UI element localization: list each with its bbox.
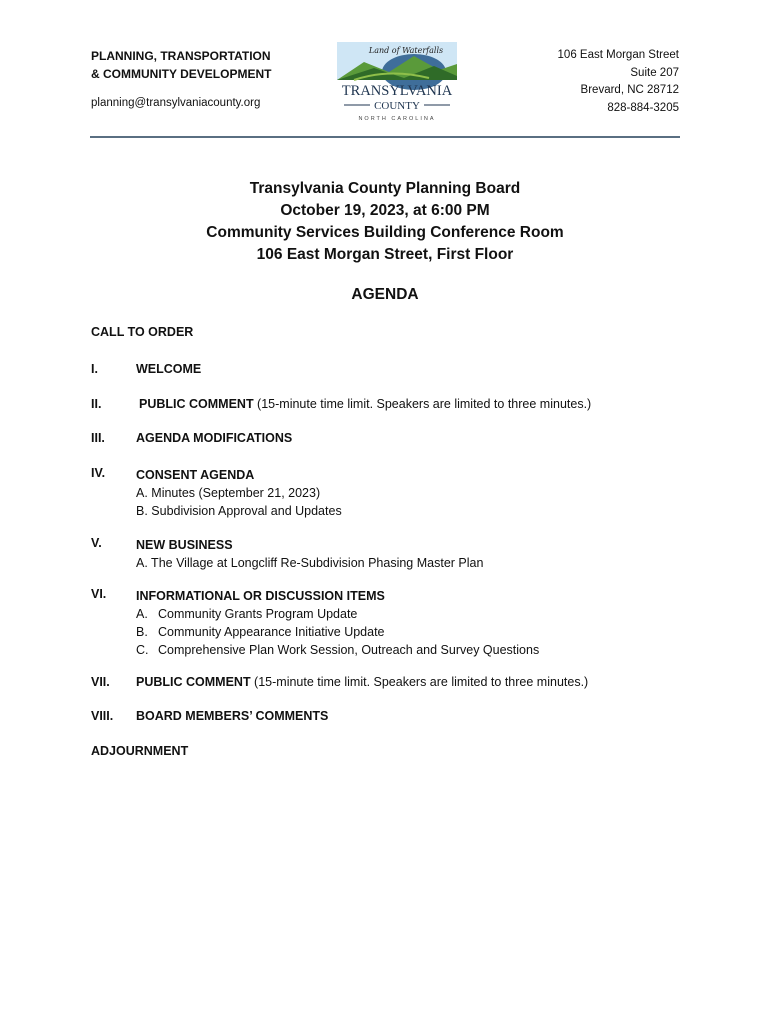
logo-tagline: Land of Waterfalls (368, 46, 444, 55)
landscape-logo-icon (334, 42, 460, 122)
item-note: (15-minute time limit. Speakers are limited to three minutes.) (253, 397, 592, 411)
call-to-order: CALL TO ORDER (91, 325, 194, 339)
item-number: VI. (91, 587, 107, 601)
sub-item: A. Community Grants Program Update (136, 607, 358, 621)
item-title: PUBLIC COMMENT (136, 675, 251, 689)
department-address (558, 47, 679, 117)
item-number: VII. (91, 675, 110, 689)
county-logo (334, 42, 460, 122)
item-title: CONSENT AGENDA (136, 468, 255, 482)
sub-item: C. Comprehensive Plan Work Session, Outreach and Survey Questions (136, 643, 540, 657)
sub-item: A. The Village at Longcliff Re-Subdivision Phasing Master Plan (136, 556, 484, 570)
department-line-2: & COMMUNITY DEVELOPMENT (91, 67, 272, 81)
address-line-2: Suite 207 (630, 66, 679, 79)
header-divider (90, 136, 680, 138)
item-number: VIII. (91, 709, 114, 723)
item-title: BOARD MEMBERS’ COMMENTS (136, 709, 329, 723)
sub-item: B. Subdivision Approval and Updates (136, 504, 342, 518)
logo-state: NORTH CAROLINA (358, 116, 436, 122)
agenda-heading: AGENDA (351, 286, 419, 303)
phone-number: 828-884-3205 (607, 101, 679, 114)
logo-county: COUNTY (374, 100, 420, 112)
sub-item: A. Minutes (September 21, 2023) (136, 486, 321, 500)
item-title: NEW BUSINESS (136, 538, 233, 552)
meeting-room: Community Services Building Conference Room (206, 224, 564, 241)
item-number: II. (91, 397, 102, 411)
item-number: III. (91, 431, 105, 445)
item-title: INFORMATIONAL OR DISCUSSION ITEMS (136, 589, 385, 603)
item-number: V. (91, 536, 102, 550)
address-line-3: Brevard, NC 28712 (580, 84, 679, 96)
department-name (91, 47, 271, 83)
item-title: WELCOME (136, 362, 202, 376)
sub-item: B. Community Appearance Initiative Update (136, 625, 385, 639)
meeting-info (0, 178, 770, 266)
meeting-date-time: October 19, 2023, at 6:00 PM (280, 202, 490, 219)
item-title: AGENDA MODIFICATIONS (136, 431, 293, 445)
meeting-address: 106 East Morgan Street, First Floor (256, 246, 514, 263)
department-email: planning@transylvaniacounty.org (91, 97, 261, 109)
meeting-title: Transylvania County Planning Board (249, 180, 521, 197)
item-title: PUBLIC COMMENT (139, 397, 254, 411)
department-line-1: PLANNING, TRANSPORTATION (91, 49, 271, 63)
item-number: I. (91, 362, 98, 376)
address-line-1: 106 East Morgan Street (557, 49, 679, 61)
item-number: IV. (91, 466, 106, 480)
adjournment: ADJOURNMENT (91, 744, 189, 758)
logo-name: TRANSYLVANIA (341, 83, 453, 99)
item-note: (15-minute time limit. Speakers are limited to three minutes.) (250, 675, 589, 689)
